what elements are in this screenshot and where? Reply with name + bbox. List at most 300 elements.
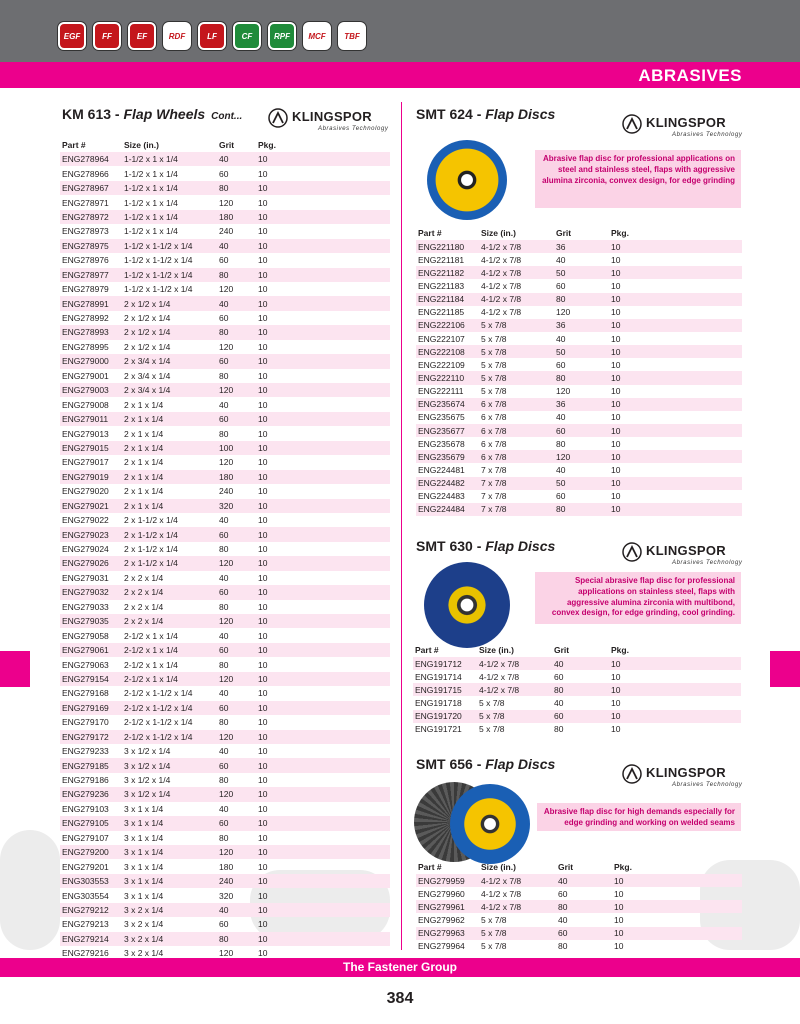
table-cell: 10 bbox=[258, 803, 268, 814]
table-cell: 60 bbox=[217, 412, 256, 426]
table-cell: 10 bbox=[258, 659, 268, 670]
footer-bar: The Fastener Group bbox=[0, 958, 800, 977]
table-cell: 80 bbox=[554, 724, 564, 735]
table-cell: 3 x 1/2 x 1/4 bbox=[122, 758, 217, 772]
table-row bbox=[60, 556, 390, 570]
logo-name: KLINGSPOR bbox=[646, 765, 726, 780]
table-cell: ENG279031 bbox=[62, 572, 109, 583]
klingspor-logo bbox=[622, 112, 752, 142]
table-cell: 10 bbox=[609, 371, 742, 384]
klingspor-mark-icon bbox=[268, 108, 288, 128]
table-cell: 60 bbox=[217, 585, 256, 599]
table-row bbox=[60, 542, 390, 556]
table-row bbox=[416, 913, 742, 926]
smt656-table bbox=[416, 860, 742, 953]
table-cell: 3 x 1/2 x 1/4 bbox=[124, 746, 171, 757]
table-cell: 2 x 2 x 1/4 bbox=[122, 614, 217, 628]
table-cell: 320 bbox=[219, 890, 234, 901]
table-cell: 10 bbox=[258, 717, 268, 728]
table-cell: 2 x 3/4 x 1/4 bbox=[122, 354, 217, 368]
table-cell: 60 bbox=[217, 816, 256, 830]
table-cell: 60 bbox=[217, 354, 256, 368]
table-cell: ENG191714 bbox=[415, 671, 462, 682]
table-cell: 120 bbox=[219, 948, 234, 959]
table-cell: 10 bbox=[258, 948, 268, 959]
table-cell: 10 bbox=[609, 657, 741, 670]
model-label: SMT 656 - bbox=[416, 756, 486, 772]
table-row bbox=[416, 503, 742, 516]
table-cell: 1-1/2 x 1 x 1/4 bbox=[122, 152, 217, 166]
table-cell: ENG191721 bbox=[415, 724, 462, 735]
table-cell: 80 bbox=[219, 544, 229, 555]
table-cell: 80 bbox=[554, 503, 609, 516]
table-cell: ENG191718 bbox=[415, 697, 462, 708]
table-cell: 80 bbox=[219, 601, 229, 612]
table-cell: 10 bbox=[256, 758, 390, 772]
table-cell: ENG279960 bbox=[418, 888, 465, 899]
table-cell: 1-1/2 x 1-1/2 x 1/4 bbox=[122, 268, 217, 282]
table-row bbox=[416, 345, 742, 358]
table-cell: 80 bbox=[556, 438, 566, 449]
table-cell: 10 bbox=[611, 254, 621, 265]
table-row bbox=[60, 744, 390, 758]
table-cell: 40 bbox=[558, 914, 568, 925]
table-cell: 120 bbox=[219, 284, 234, 295]
table-cell: ENG235679 bbox=[416, 450, 479, 463]
table-cell: 80 bbox=[554, 293, 609, 306]
column-header: Size (in.) bbox=[479, 645, 514, 655]
table-cell: 2-1/2 x 1-1/2 x 1/4 bbox=[122, 730, 217, 744]
table-row bbox=[60, 903, 390, 917]
table-cell: 10 bbox=[611, 438, 621, 449]
table-row bbox=[416, 319, 742, 332]
table-cell: ENG278973 bbox=[62, 226, 109, 237]
table-cell: 10 bbox=[609, 240, 742, 253]
table-row bbox=[60, 311, 390, 325]
table-cell: 2 x 1 x 1/4 bbox=[122, 470, 217, 484]
column-header: Size (in.) bbox=[481, 228, 516, 238]
smt656-description: Abrasive flap disc for high demands especially for edge grinding and working on welded seams bbox=[537, 803, 741, 831]
table-cell: 180 bbox=[217, 470, 256, 484]
table-cell: 2-1/2 x 1-1/2 x 1/4 bbox=[124, 717, 193, 728]
table-cell: 10 bbox=[609, 477, 742, 490]
brand-logo-rdf[interactable]: RDF bbox=[163, 22, 191, 50]
table-cell: 7 x 7/8 bbox=[479, 477, 554, 490]
table-row bbox=[60, 210, 390, 224]
table-cell: ENG279017 bbox=[62, 457, 109, 468]
model-label: SMT 630 - bbox=[416, 538, 486, 554]
table-cell: 10 bbox=[256, 643, 390, 657]
table-cell: 1-1/2 x 1-1/2 x 1/4 bbox=[124, 284, 193, 295]
table-cell: 4-1/2 x 7/8 bbox=[477, 657, 552, 670]
table-cell: 6 x 7/8 bbox=[479, 424, 554, 437]
table-cell: 3 x 1 x 1/4 bbox=[124, 861, 164, 872]
table-row bbox=[60, 917, 390, 931]
table-cell: 80 bbox=[219, 832, 229, 843]
table-cell: 10 bbox=[256, 845, 390, 859]
table-cell: 40 bbox=[554, 697, 564, 708]
table-cell: 5 x 7/8 bbox=[479, 724, 505, 735]
smt624-table bbox=[416, 226, 742, 516]
table-cell: ENG191720 bbox=[413, 710, 477, 723]
table-cell: 120 bbox=[556, 307, 571, 318]
table-cell: 2-1/2 x 1 x 1/4 bbox=[122, 643, 217, 657]
table-cell: ENG279000 bbox=[60, 354, 122, 368]
table-cell: 10 bbox=[609, 398, 742, 411]
table-cell: 120 bbox=[556, 386, 571, 397]
table-row bbox=[60, 643, 390, 657]
table-cell: 10 bbox=[256, 325, 390, 339]
klingspor-logo bbox=[622, 540, 752, 570]
column-header: Pkg. bbox=[611, 228, 629, 238]
table-cell: 120 bbox=[219, 457, 234, 468]
table-row bbox=[416, 306, 742, 319]
table-cell: 80 bbox=[219, 775, 229, 786]
table-cell: 10 bbox=[256, 527, 390, 541]
table-cell: 10 bbox=[258, 428, 268, 439]
table-row bbox=[60, 628, 390, 642]
table-cell: 1-1/2 x 1-1/2 x 1/4 bbox=[122, 239, 217, 253]
table-row bbox=[60, 340, 390, 354]
column-header: Size (in.) bbox=[124, 140, 159, 150]
logo-name: KLINGSPOR bbox=[646, 115, 726, 130]
table-cell: 10 bbox=[614, 941, 624, 952]
table-cell: ENG278976 bbox=[62, 255, 109, 266]
left-side-tab bbox=[0, 651, 30, 687]
brand-logo-egf[interactable]: EGF bbox=[58, 22, 86, 50]
table-cell: 10 bbox=[612, 874, 742, 887]
table-cell: 80 bbox=[219, 659, 229, 670]
table-cell: 2 x 1 x 1/4 bbox=[124, 457, 164, 468]
table-cell: 120 bbox=[217, 845, 256, 859]
brand-logo-lf[interactable]: LF bbox=[198, 22, 226, 50]
table-cell: 10 bbox=[611, 697, 621, 708]
table-cell: 6 x 7/8 bbox=[479, 450, 554, 463]
table-cell: 4-1/2 x 7/8 bbox=[479, 900, 556, 913]
table-cell: 1-1/2 x 1-1/2 x 1/4 bbox=[124, 255, 193, 266]
table-cell: 10 bbox=[256, 556, 390, 570]
table-cell: ENG278972 bbox=[60, 210, 122, 224]
table-row bbox=[60, 859, 390, 873]
table-row bbox=[416, 411, 742, 424]
product-title-smt656 bbox=[416, 756, 555, 772]
table-cell: 2 x 1-1/2 x 1/4 bbox=[124, 515, 178, 526]
table-cell: 2 x 1-1/2 x 1/4 bbox=[122, 527, 217, 541]
table-cell: 10 bbox=[258, 399, 268, 410]
table-cell: ENG221184 bbox=[416, 293, 479, 306]
table-cell: 6 x 7/8 bbox=[479, 398, 554, 411]
table-row bbox=[60, 253, 390, 267]
table-cell: 10 bbox=[258, 630, 268, 641]
table-cell: 120 bbox=[217, 614, 256, 628]
table-cell: 5 x 7/8 bbox=[477, 710, 552, 723]
table-cell: 60 bbox=[219, 919, 229, 930]
product-title-smt624 bbox=[416, 106, 555, 122]
table-cell: 1-1/2 x 1 x 1/4 bbox=[124, 197, 178, 208]
table-cell: 10 bbox=[609, 319, 742, 332]
table-cell: 40 bbox=[217, 296, 256, 310]
product-label: Flap Wheels bbox=[123, 106, 206, 122]
table-row bbox=[60, 672, 390, 686]
table-cell: ENG279103 bbox=[62, 803, 109, 814]
table-cell: ENG279020 bbox=[62, 486, 109, 497]
table-cell: 10 bbox=[609, 503, 742, 516]
brand-logo-tbf[interactable]: TBF bbox=[338, 22, 366, 50]
table-cell: 3 x 1 x 1/4 bbox=[122, 874, 217, 888]
table-cell: ENG279001 bbox=[62, 370, 109, 381]
table-cell: 5 x 7/8 bbox=[479, 319, 554, 332]
table-cell: ENG279033 bbox=[62, 601, 109, 612]
page-number: 384 bbox=[386, 990, 414, 1007]
table-cell: 10 bbox=[611, 359, 621, 370]
table-cell: ENG279959 bbox=[416, 874, 479, 887]
table-row bbox=[60, 470, 390, 484]
table-cell: 40 bbox=[556, 874, 612, 887]
table-row bbox=[60, 455, 390, 469]
table-cell: ENG279008 bbox=[62, 399, 109, 410]
table-cell: 2 x 2 x 1/4 bbox=[124, 601, 164, 612]
table-cell: 2 x 1/2 x 1/4 bbox=[124, 313, 171, 324]
table-row bbox=[60, 383, 390, 397]
brand-logo-mcf[interactable]: MCF bbox=[303, 22, 331, 50]
table-cell: 240 bbox=[217, 874, 256, 888]
table-cell: 10 bbox=[256, 152, 390, 166]
table-row bbox=[413, 710, 741, 723]
table-cell: ENG222110 bbox=[416, 371, 479, 384]
table-cell: 2 x 1 x 1/4 bbox=[124, 428, 164, 439]
table-cell: 2 x 1-1/2 x 1/4 bbox=[122, 556, 217, 570]
table-row bbox=[60, 845, 390, 859]
table-cell: 60 bbox=[556, 359, 566, 370]
table-cell: 2-1/2 x 1 x 1/4 bbox=[122, 672, 217, 686]
table-cell: 10 bbox=[258, 341, 268, 352]
table-cell: 10 bbox=[258, 746, 268, 757]
table-row bbox=[413, 657, 741, 670]
smt630-table bbox=[413, 643, 741, 736]
table-cell: 2 x 3/4 x 1/4 bbox=[124, 370, 171, 381]
table-cell: 40 bbox=[219, 630, 229, 641]
table-cell: ENG222109 bbox=[418, 359, 465, 370]
table-cell: ENG279105 bbox=[60, 816, 122, 830]
table-cell: ENG279107 bbox=[62, 832, 109, 843]
table-cell: 10 bbox=[609, 293, 742, 306]
table-cell: 10 bbox=[256, 354, 390, 368]
table-cell: 3 x 2 x 1/4 bbox=[124, 948, 164, 959]
table-cell: 10 bbox=[609, 345, 742, 358]
table-cell: ENG279023 bbox=[60, 527, 122, 541]
table-cell: 120 bbox=[217, 383, 256, 397]
table-cell: 60 bbox=[558, 888, 568, 899]
table-cell: ENG279011 bbox=[60, 412, 122, 426]
table-cell: 10 bbox=[612, 927, 742, 940]
table-row bbox=[413, 683, 741, 696]
table-cell: 120 bbox=[219, 197, 234, 208]
table-row bbox=[60, 686, 390, 700]
table-cell: 1-1/2 x 1 x 1/4 bbox=[122, 181, 217, 195]
table-row bbox=[416, 463, 742, 476]
logo-tagline: Abrasives Technology bbox=[318, 126, 389, 132]
table-cell: 4-1/2 x 7/8 bbox=[481, 307, 522, 318]
table-cell: ENG221180 bbox=[416, 240, 479, 253]
table-cell: 50 bbox=[554, 345, 609, 358]
product-title-smt630 bbox=[416, 538, 555, 554]
table-cell: ENG279172 bbox=[60, 730, 122, 744]
table-cell: 40 bbox=[556, 254, 566, 265]
table-cell: ENG278977 bbox=[60, 268, 122, 282]
table-cell: 7 x 7/8 bbox=[481, 464, 507, 475]
table-row bbox=[60, 412, 390, 426]
brand-logo-cf[interactable]: CF bbox=[233, 22, 261, 50]
table-cell: 36 bbox=[554, 319, 609, 332]
table-cell: 3 x 1/2 x 1/4 bbox=[122, 787, 217, 801]
table-cell: 4-1/2 x 7/8 bbox=[479, 671, 520, 682]
table-cell: 2 x 1 x 1/4 bbox=[124, 486, 164, 497]
table-row bbox=[416, 240, 742, 253]
table-row bbox=[60, 239, 390, 253]
table-cell: 2 x 2 x 1/4 bbox=[122, 585, 217, 599]
table-cell: 2 x 1/2 x 1/4 bbox=[122, 296, 217, 310]
table-cell: 10 bbox=[256, 470, 390, 484]
table-cell: ENG278966 bbox=[62, 168, 109, 179]
table-cell: 10 bbox=[611, 412, 621, 423]
table-cell: ENG235675 bbox=[418, 412, 465, 423]
table-cell: ENG279013 bbox=[62, 428, 109, 439]
brand-logo-rpf[interactable]: RPF bbox=[268, 22, 296, 50]
table-cell: 10 bbox=[256, 383, 390, 397]
table-row bbox=[416, 887, 742, 900]
table-row bbox=[416, 940, 742, 953]
table-row bbox=[60, 657, 390, 671]
table-cell: ENG279170 bbox=[62, 717, 109, 728]
table-cell: 7 x 7/8 bbox=[481, 491, 507, 502]
column-header: Pkg. bbox=[611, 645, 629, 655]
table-row bbox=[416, 490, 742, 503]
brand-logo-ef[interactable]: EF bbox=[128, 22, 156, 50]
table-cell: 10 bbox=[258, 919, 268, 930]
table-cell: 80 bbox=[219, 428, 229, 439]
table-cell: 120 bbox=[554, 450, 609, 463]
table-cell: ENG278975 bbox=[60, 239, 122, 253]
table-cell: ENG278964 bbox=[60, 152, 122, 166]
table-cell: ENG221182 bbox=[416, 266, 479, 279]
table-cell: 120 bbox=[217, 556, 256, 570]
product-label: Flap Discs bbox=[485, 106, 556, 122]
table-cell: 10 bbox=[256, 296, 390, 310]
table-cell: 40 bbox=[556, 333, 566, 344]
table-row bbox=[60, 397, 390, 411]
table-cell: 2-1/2 x 1 x 1/4 bbox=[124, 630, 178, 641]
column-header: Size (in.) bbox=[481, 862, 516, 872]
table-cell: 10 bbox=[256, 181, 390, 195]
brand-logo-ff[interactable]: FF bbox=[93, 22, 121, 50]
model-label: KM 613 - bbox=[62, 106, 124, 122]
table-row bbox=[60, 224, 390, 238]
table-cell: ENG221181 bbox=[418, 254, 465, 265]
table-row bbox=[60, 426, 390, 440]
table-cell: 4-1/2 x 7/8 bbox=[479, 266, 554, 279]
table-cell: ENG279021 bbox=[60, 499, 122, 513]
table-cell: 5 x 7/8 bbox=[481, 941, 507, 952]
table-cell: 10 bbox=[258, 775, 268, 786]
table-cell: ENG235677 bbox=[416, 424, 479, 437]
table-cell: ENG278995 bbox=[62, 341, 109, 352]
table-cell: ENG279169 bbox=[60, 701, 122, 715]
table-cell: 10 bbox=[258, 832, 268, 843]
product-title-km613 bbox=[62, 106, 242, 122]
table-cell: 10 bbox=[611, 333, 621, 344]
klingspor-logo bbox=[268, 106, 398, 136]
table-cell: 10 bbox=[611, 724, 621, 735]
table-cell: 40 bbox=[556, 464, 566, 475]
klingspor-logo bbox=[622, 762, 752, 792]
table-cell: 60 bbox=[554, 671, 564, 682]
table-cell: 6 x 7/8 bbox=[481, 412, 507, 423]
table-cell: ENG279200 bbox=[60, 845, 122, 859]
column-header: Grit bbox=[558, 862, 574, 872]
table-cell: 10 bbox=[258, 226, 268, 237]
table-row bbox=[416, 874, 742, 887]
table-row bbox=[60, 296, 390, 310]
table-row bbox=[60, 758, 390, 772]
table-cell: 10 bbox=[611, 280, 621, 291]
table-row bbox=[416, 398, 742, 411]
table-row bbox=[416, 253, 742, 266]
smt624-description: Abrasive flap disc for professional applications on steel and stainless steel, flaps with aggressive alumina zirconia, convex design, for edge grinding bbox=[535, 150, 741, 208]
table-cell: 60 bbox=[219, 255, 229, 266]
table-cell: 10 bbox=[611, 671, 621, 682]
table-cell: ENG222106 bbox=[416, 319, 479, 332]
table-cell: 3 x 1/2 x 1/4 bbox=[124, 775, 171, 786]
table-cell: 10 bbox=[256, 874, 390, 888]
table-cell: 40 bbox=[217, 239, 256, 253]
table-cell: 80 bbox=[556, 900, 612, 913]
table-cell: 80 bbox=[217, 932, 256, 946]
table-cell: 2 x 1-1/2 x 1/4 bbox=[124, 544, 178, 555]
table-cell: ENG221185 bbox=[418, 307, 465, 318]
table-cell: 10 bbox=[256, 499, 390, 513]
table-cell: ENG278967 bbox=[60, 181, 122, 195]
table-row bbox=[60, 874, 390, 888]
table-cell: ENG224484 bbox=[416, 503, 479, 516]
table-row bbox=[60, 484, 390, 498]
table-cell: 40 bbox=[217, 152, 256, 166]
table-cell: 10 bbox=[611, 464, 621, 475]
table-cell: 2 x 1/2 x 1/4 bbox=[122, 325, 217, 339]
table-cell: 40 bbox=[219, 399, 229, 410]
table-cell: 10 bbox=[614, 914, 624, 925]
table-cell: ENG235678 bbox=[418, 438, 465, 449]
table-cell: 120 bbox=[219, 341, 234, 352]
table-cell: 320 bbox=[217, 499, 256, 513]
table-cell: 240 bbox=[219, 486, 234, 497]
table-cell: 100 bbox=[217, 441, 256, 455]
table-cell: 2 x 3/4 x 1/4 bbox=[122, 383, 217, 397]
table-row bbox=[413, 670, 741, 683]
table-row bbox=[60, 268, 390, 282]
table-cell: ENG222108 bbox=[416, 345, 479, 358]
table-row bbox=[60, 816, 390, 830]
table-cell: 10 bbox=[611, 491, 621, 502]
table-cell: 10 bbox=[258, 890, 268, 901]
klingspor-mark-icon bbox=[622, 114, 642, 134]
table-row bbox=[60, 325, 390, 339]
logo-name: KLINGSPOR bbox=[646, 543, 726, 558]
table-cell: 2 x 1 x 1/4 bbox=[122, 441, 217, 455]
table-cell: 10 bbox=[256, 585, 390, 599]
table-cell: ENG279961 bbox=[416, 900, 479, 913]
table-cell: ENG191712 bbox=[413, 657, 477, 670]
table-cell: 50 bbox=[554, 266, 609, 279]
